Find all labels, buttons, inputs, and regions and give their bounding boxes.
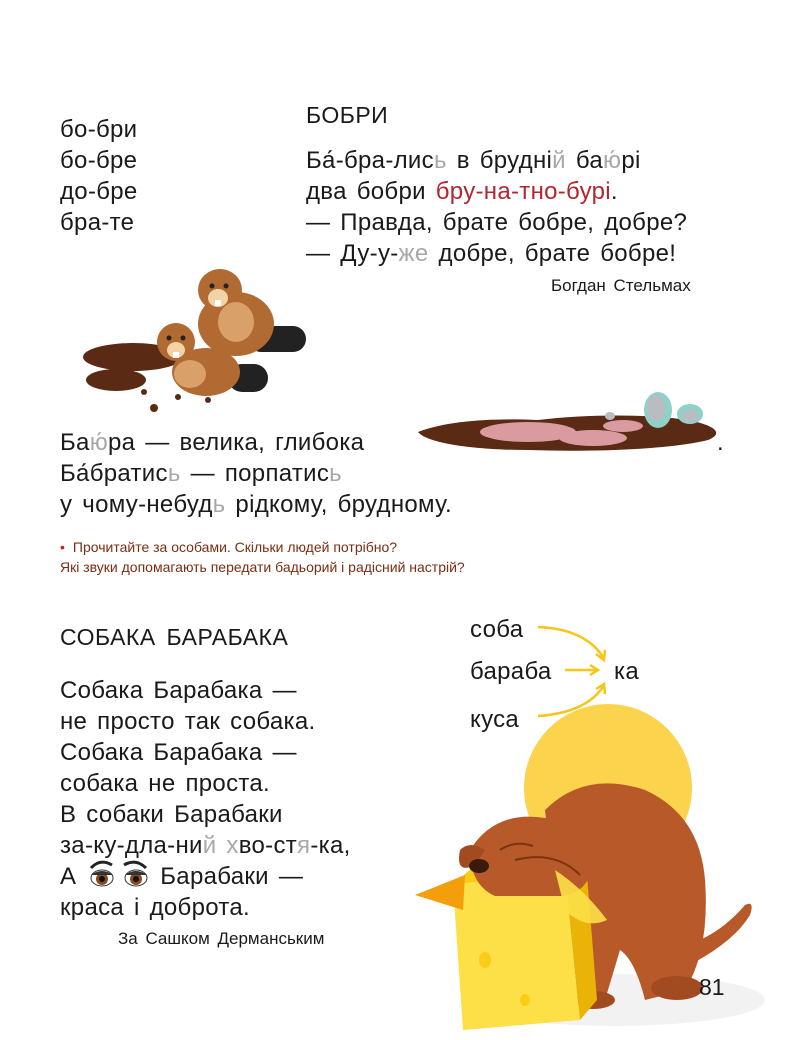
task-line <box>60 537 465 557</box>
scheme-word: куса <box>470 706 520 733</box>
syllable-list <box>60 114 138 238</box>
text-segment: во-ст <box>238 832 298 859</box>
syllable-item: бо-бри <box>60 116 138 143</box>
definition-line-2 <box>60 458 342 489</box>
scheme-word: соба <box>470 616 524 643</box>
poem-author: За Сашком Дерманським <box>118 929 325 948</box>
poem-dog-text <box>60 675 351 923</box>
text-segment: . <box>610 178 618 205</box>
poem-line <box>306 145 687 176</box>
definition-period: . <box>717 429 724 456</box>
poem-beavers-text <box>306 145 687 269</box>
poem-line: собака не проста. <box>60 770 271 797</box>
highlight-letter: й <box>202 832 217 859</box>
text-segment: рі <box>621 147 641 174</box>
highlight-letter: ь <box>167 460 181 487</box>
mud-puddle-illustration <box>418 390 723 460</box>
poem-line <box>306 176 687 207</box>
text-segment: -ка, <box>310 832 351 859</box>
highlight-letter: ь <box>212 491 226 518</box>
bullet-icon: • <box>60 539 65 555</box>
poem-line: не просто так собака. <box>60 708 316 735</box>
poem-title-beavers: БОБРИ <box>306 102 389 128</box>
text-segment: за-ку-дла-ни <box>60 832 203 859</box>
poem-line <box>306 238 687 269</box>
poem-title-dog: СОБАКА БАРАБАКА <box>60 624 289 650</box>
task-note <box>60 537 465 577</box>
text-segment: Ба́-бра-лис <box>306 147 434 174</box>
text-segment: Барабаки — <box>160 863 304 890</box>
scheme-ending: ка <box>614 658 639 685</box>
poem-line: — Правда, брате бобре, добре? <box>306 209 688 236</box>
highlight-letter: ь <box>329 460 342 487</box>
highlight-letter: ю́ <box>603 147 622 174</box>
highlight-letter: я <box>297 832 311 859</box>
text-segment: ба <box>565 147 603 174</box>
highlight-letter: й <box>552 147 566 174</box>
task-text: Прочитайте за особами. Скільки людей потрібно? <box>72 539 398 555</box>
text-segment: Ба́братис <box>60 460 168 487</box>
task-line: Які звуки допомагають передати бадьорий і радісний настрій? <box>60 559 465 575</box>
highlight-letter: ю́ <box>89 429 109 456</box>
highlight-letter: же <box>398 240 429 267</box>
text-segment: добре, брате бобре! <box>428 240 677 267</box>
poem-line: Собака Барабака — <box>60 739 297 766</box>
text-segment <box>216 832 226 859</box>
poem-line <box>60 861 351 892</box>
syllable-item: бо-бре <box>60 147 138 174</box>
highlight-word: бру-на-тно-бурі <box>435 178 611 205</box>
beavers-illustration <box>58 262 308 412</box>
text-segment: — Ду-у- <box>306 240 399 267</box>
scheme-word: бараба <box>470 658 552 685</box>
text-segment: Ба <box>60 429 90 456</box>
text-segment: у чому-небуд <box>60 491 213 518</box>
poem-line: Собака Барабака — <box>60 677 297 704</box>
poem-line <box>60 830 351 861</box>
syllable-item: бра-те <box>60 209 135 236</box>
highlight-letter: ь <box>433 147 447 174</box>
text-segment: — порпатис <box>180 460 330 487</box>
poem-line: В собаки Барабаки <box>60 801 283 828</box>
highlight-letter: х <box>226 832 239 859</box>
syllable-item: до-бре <box>60 178 138 205</box>
poem-author: Богдан Стельмах <box>551 276 691 295</box>
poem-line: краса і доброта. <box>60 894 251 921</box>
eyes-icon <box>86 863 150 887</box>
definition-line-1 <box>60 427 364 458</box>
text-segment: рідкому, брудному. <box>225 491 452 518</box>
text-segment: ра — велика, глибока <box>108 429 365 456</box>
text-segment: А <box>60 863 77 890</box>
text-segment: в брудні <box>446 147 553 174</box>
text-segment: два бобри <box>306 178 436 205</box>
definition-line-3 <box>60 489 452 520</box>
page-number: 81 <box>699 974 725 1000</box>
